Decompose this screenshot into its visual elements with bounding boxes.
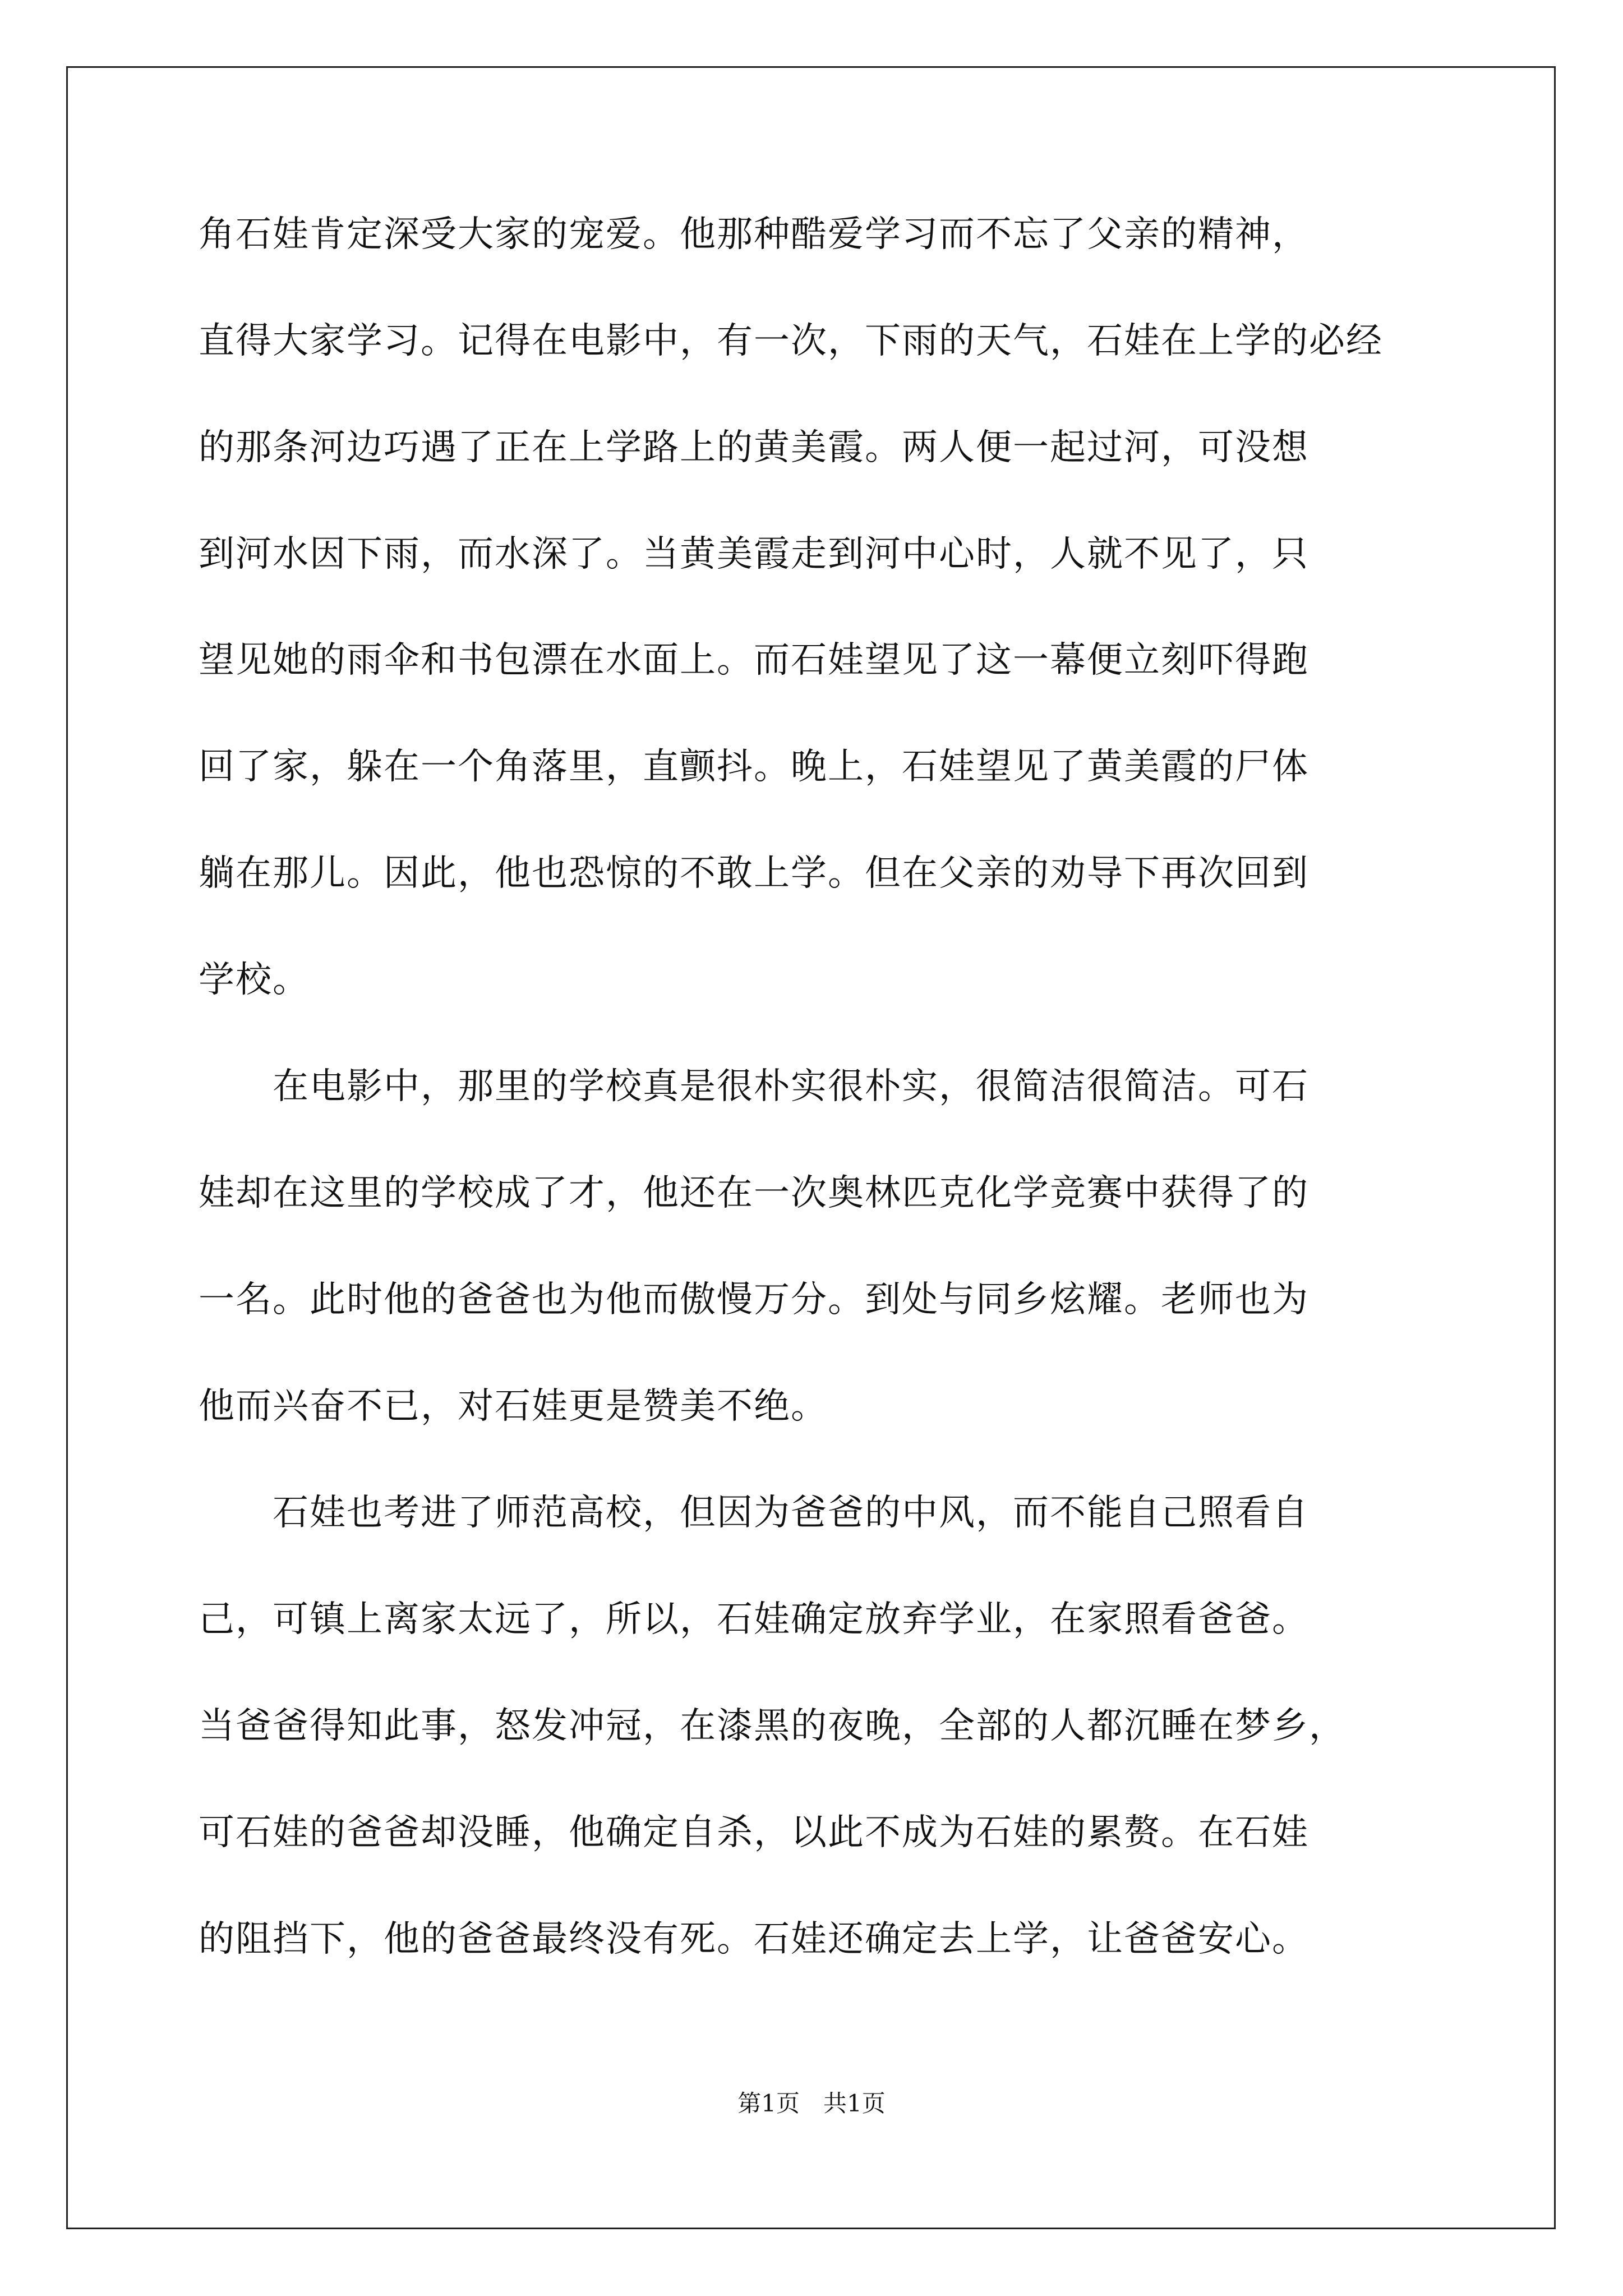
text-line: 望见她的雨伞和书包漂在水面上。而石娃望见了这一幕便立刻吓得跑: [199, 639, 1309, 681]
text-line: 躺在那儿。因此，他也恐惊的不敢上学。但在父亲的劝导下再次回到: [199, 853, 1309, 894]
text-line: 的那条河边巧遇了正在上学路上的黄美霞。两人便一起过河，可没想: [199, 427, 1309, 468]
text-line: 角石娃肯定深受大家的宠爱。他那种酷爱学习而不忘了父亲的精神，: [199, 214, 1309, 255]
text-line: 他而兴奋不已，对石娃更是赞美不绝。: [199, 1386, 828, 1427]
text-line: 石娃也考进了师范高校，但因为爸爸的中风，而不能自己照看自: [199, 1492, 1309, 1534]
text-line: 回了家，躲在一个角落里，直颤抖。晚上，石娃望见了黄美霞的尸体: [199, 746, 1309, 788]
text-line: 的阻挡下，他的爸爸最终没有死。石娃还确定去上学，让爸爸安心。: [199, 1918, 1309, 1960]
text-line: 娃却在这里的学校成了才，他还在一次奥林匹克化学竞赛中获得了的: [199, 1172, 1309, 1214]
text-line: 学校。: [199, 959, 310, 1001]
text-line: 一名。此时他的爸爸也为他而傲慢万分。到处与同乡炫耀。老师也为: [199, 1279, 1309, 1320]
page-border: [66, 66, 1556, 2229]
text-line: 在电影中，那里的学校真是很朴实很朴实，很简洁很简洁。可石: [199, 1066, 1309, 1107]
text-line: 可石娃的爸爸却没睡，他确定自杀，以此不成为石娃的累赘。在石娃: [199, 1812, 1309, 1853]
text-line: 己，可镇上离家太远了，所以，石娃确定放弃学业，在家照看爸爸。: [199, 1599, 1309, 1640]
text-line: 到河水因下雨，而水深了。当黄美霞走到河中心时，人就不见了，只: [199, 533, 1309, 575]
text-line: 当爸爸得知此事，怒发冲冠，在漆黑的夜晚，全部的人都沉睡在梦乡，: [199, 1705, 1346, 1747]
page-number-footer: 第1页 共1页: [737, 2090, 886, 2117]
text-line: 直得大家学习。记得在电影中，有一次，下雨的天气，石娃在上学的必经: [199, 320, 1383, 362]
